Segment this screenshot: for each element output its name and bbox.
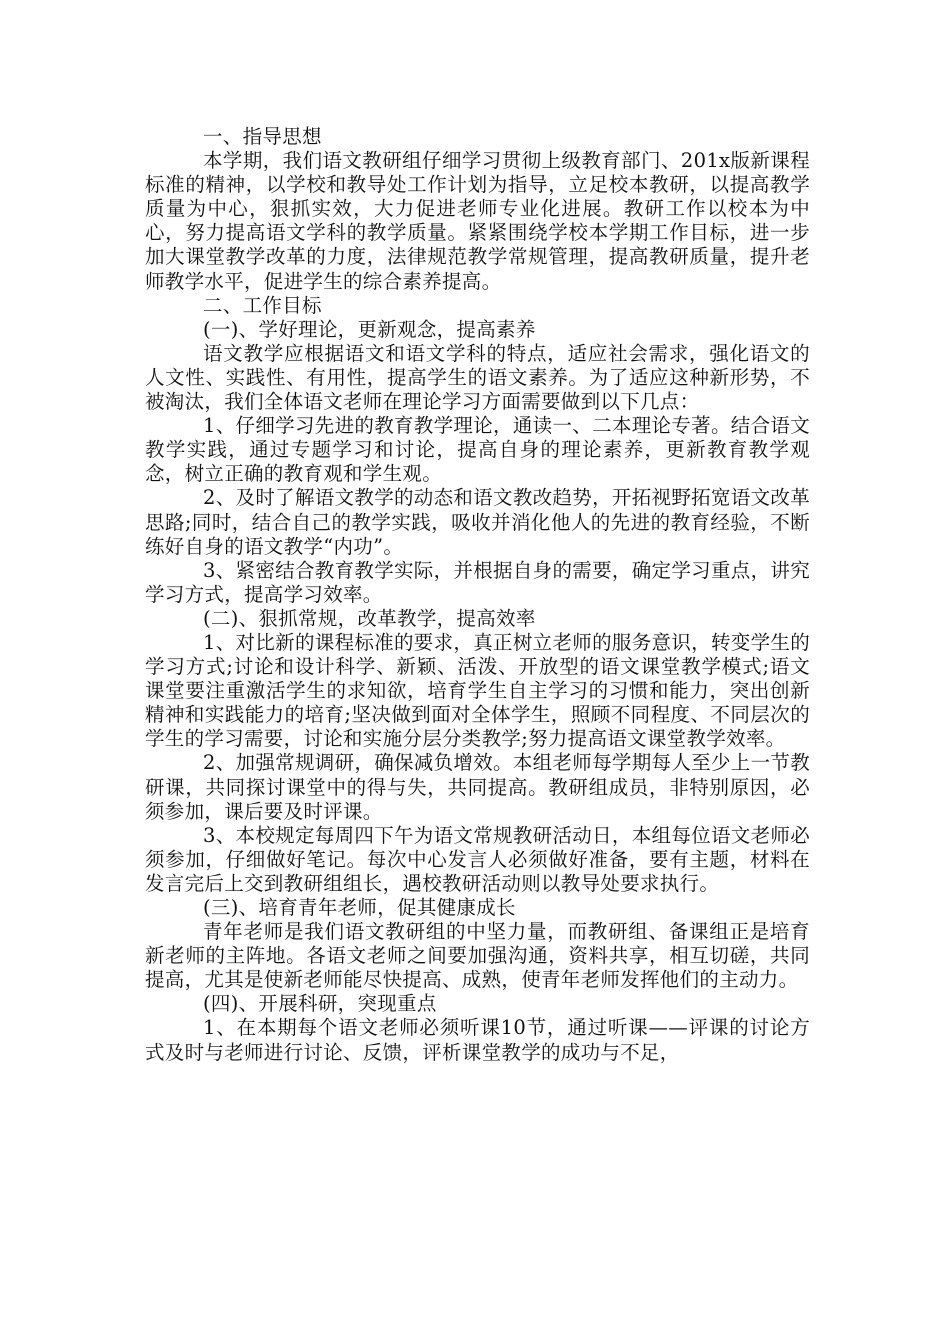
paragraph-theory-intro: 语文教学应根据语文和语文学科的特点，适应社会需求，强化语文的人文性、实践性、有用性，提高学生的语文素养。为了适应这种新形势，不被淘汰，我们全体语文老师在理论学习方面需要做到以下几点： <box>145 341 810 414</box>
paragraph-theory-item-3: 3、紧密结合教育教学实际，并根据自身的需要，确定学习重点，讲究学习方式，提高学习效率。 <box>145 558 810 606</box>
section-heading-guiding-thought: 一、指导思想 <box>203 125 322 148</box>
subheading-theory-study: (一)、学好理论，更新观念，提高素养 <box>203 317 536 341</box>
document-page <box>145 125 810 1065</box>
paragraph-routine-item-2: 2、加强常规调研，确保减负增效。本组老师每学期每人至少上一节教研课，共同探讨课堂中的得与失，共同提高。教研组成员，非特别原因，必须参加，课后要及时评课。 <box>145 751 810 823</box>
paragraph-theory-item-2: 2、及时了解语文教学的动态和语文教改趋势，开拓视野拓宽语文改革思路;同时，结合自己的教学实践，吸收并消化他人的先进的教育经验，不断练好自身的语文教学“内功”。 <box>145 486 810 558</box>
subheading-research: (四)、开展科研，突现重点 <box>203 992 437 1016</box>
paragraph-research-item-1: 1、在本期每个语文老师必须听课10节，通过听课——评课的讨论方式及时与老师进行讨论、反馈，评析课堂教学的成功与不足， <box>145 1016 810 1064</box>
section-heading-work-goals: 二、工作目标 <box>203 293 322 317</box>
paragraph-theory-item-1: 1、仔细学习先进的教育教学理论，通读一、二本理论专著。结合语文教学实践，通过专题学习和讨论，提高自身的理论素养，更新教育教学观念，树立正确的教育观和学生观。 <box>145 414 810 486</box>
paragraph-semester-intro: 本学期，我们语文教研组仔细学习贯彻上级教育部门、201x版新课程标准的精神，以学校和教导处工作计划为指导，立足校本教研，以提高教学质量为中心，狠抓实效，大力促进老师专业化进展。教研工作以校本为中心，努力提高语文学科的教学质量。紧紧围绕学校本学期工作目标，进一步加大课堂教学改革的力度，法律规范教学常规管理，提高教研质量，提升老师教学水平，促进学生的综合素养提高。 <box>145 149 810 293</box>
subheading-young-teachers: (三)、培育青年老师，促其健康成长 <box>203 896 516 919</box>
subheading-routine-reform: (二)、狠抓常规，改革教学，提高效率 <box>203 606 536 630</box>
paragraph-routine-item-3: 3、本校规定每周四下午为语文常规教研活动日，本组每位语文老师必须参加，仔细做好笔记。每次中心发言人必须做好准备，要有主题，材料在发言完后上交到教研组组长，遇校教研活动则以教导处要求执行。 <box>145 823 810 895</box>
paragraph-routine-item-1: 1、对比新的课程标准的要求，真正树立老师的服务意识，转变学生的学习方式;讨论和设计科学、新颖、活泼、开放型的语文课堂教学模式;语文课堂要注重激活学生的求知欲，培育学生自主学习的习惯和能力，突出创新精神和实践能力的培育;坚决做到面对全体学生，照顾不同程度、不同层次的学生的学习需要，讨论和实施分层分类教学;努力提高语文课堂教学效率。 <box>145 630 810 751</box>
paragraph-young-teachers: 青年老师是我们语文教研组的中坚力量，而教研组、备课组正是培育新老师的主阵地。各语文老师之间要加强沟通，资料共享，相互切磋，共同提高，尤其是使新老师能尽快提高、成熟，使青年老师发挥他们的主动力。 <box>145 920 810 992</box>
